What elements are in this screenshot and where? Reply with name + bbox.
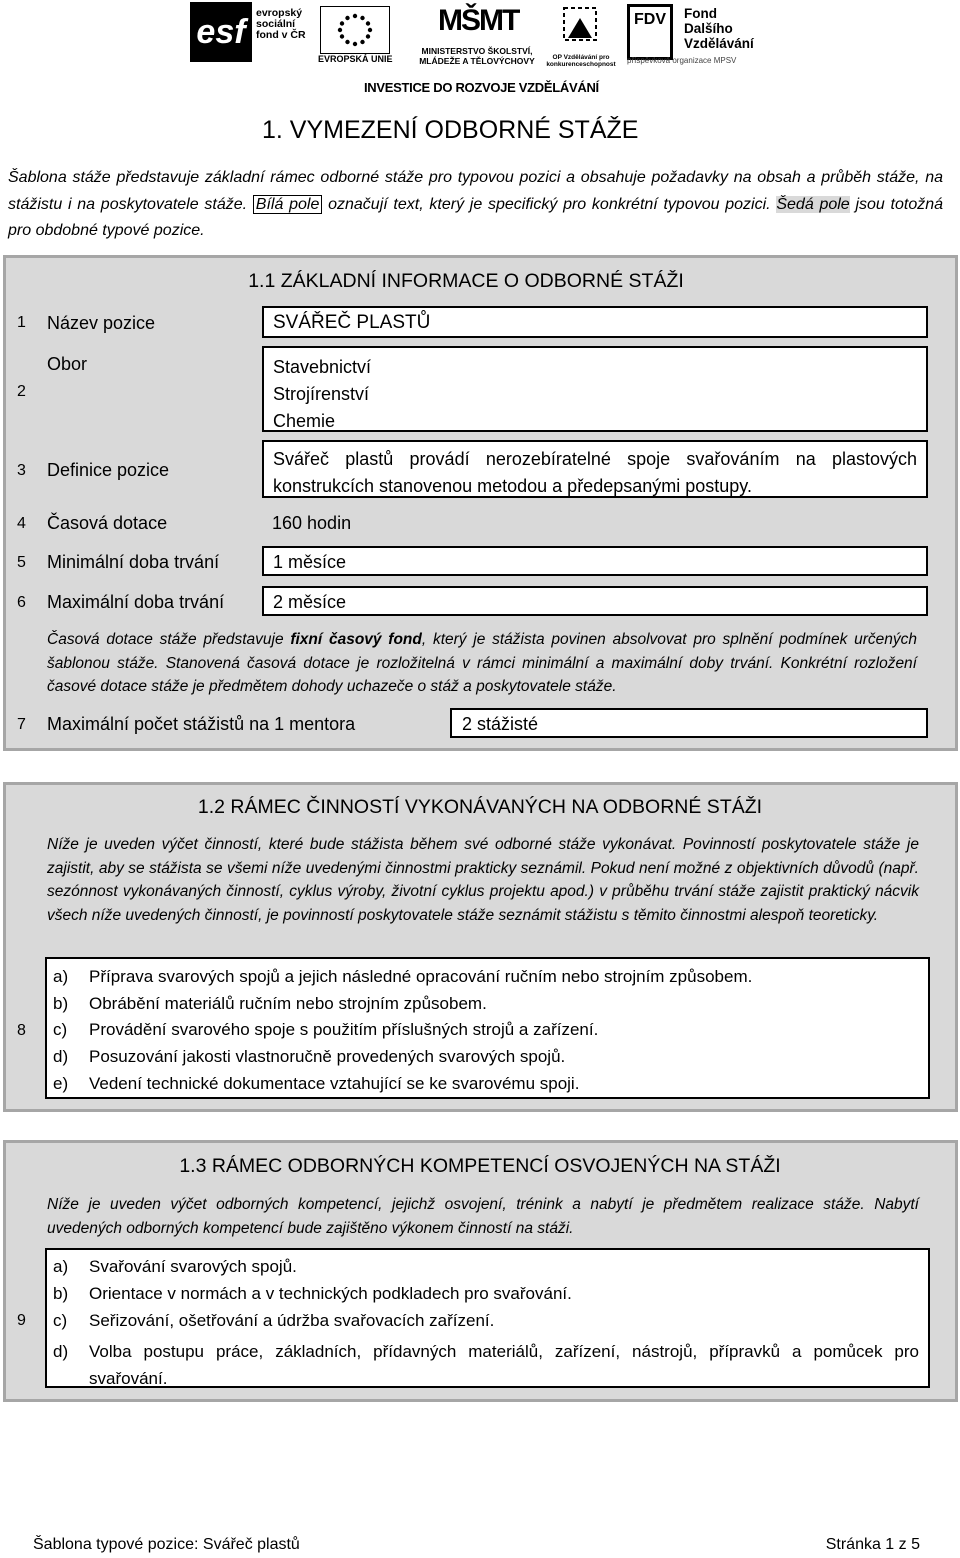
position-name-value: SVÁŘEČ PLASTŮ — [273, 312, 431, 333]
list-item: a) Svařování svarových spojů. — [53, 1257, 297, 1276]
msmt-logo-text: MINISTERSTVO ŠKOLSTVÍ, MLÁDEŽE A TĚLOVÝCHOVY — [419, 46, 535, 66]
op-vzdelavani-label: OP Vzdělávání pro konkurenceschopnost — [546, 54, 616, 68]
footer-template-name: Šablona typové pozice: Svářeč plastů — [33, 1536, 300, 1553]
list-item: d) Volba postupu práce, základních, přídavných materiálů, zařízení, nástrojů, přípravků a pomůcek pro svařování. — [53, 1342, 919, 1388]
list-item: a) Příprava svarových spojů a jejich následné opracování ručním nebo strojním způsobem. — [53, 967, 753, 986]
page-title: 1. VYMEZENÍ ODBORNÉ STÁŽE — [262, 116, 639, 144]
eu-label: EVROPSKÁ UNIE — [318, 54, 393, 64]
row-number: 1 — [17, 314, 26, 331]
fdv-logo: FDV — [627, 4, 673, 60]
label-field: Obor — [47, 354, 88, 374]
field-of-study-box[interactable] — [262, 346, 928, 432]
min-duration-value: 1 měsíce — [273, 552, 347, 572]
max-duration-field[interactable] — [262, 586, 928, 616]
label-definition: Definice pozice — [47, 460, 170, 480]
fdv-subtitle: příspěvková organizace MPSV — [627, 56, 737, 65]
msmt-logo: MŠMT — [438, 4, 519, 37]
definition-box[interactable] — [262, 440, 928, 498]
section-1-3-title: 1.3 RÁMEC ODBORNÝCH KOMPETENCÍ OSVOJENÝCH NA STÁŽI — [179, 1155, 781, 1177]
gray-field-sample: Šedá pole — [776, 195, 850, 213]
row-number: 7 — [17, 716, 26, 733]
min-duration-field[interactable] — [262, 546, 928, 576]
label-min-duration: Minimální doba trvání — [47, 552, 220, 572]
row-number: 9 — [17, 1312, 26, 1329]
list-item: b) Orientace v normách a v technických podkladech pro svařování. — [53, 1284, 572, 1303]
label-max-duration: Maximální doba trvání — [47, 592, 225, 612]
competences-intro: Níže je uveden výčet odborných kompetencí, jejichž osvojení, trénink a nabytí je předmětem realizace stáže. Nabytí uvedených odborných kompetencí bude zajištěno výkonem činností na stáži. — [47, 1196, 919, 1237]
row-number: 3 — [17, 462, 26, 479]
list-item: c) Provádění svarového spoje s použitím příslušných strojů a zařízení. — [53, 1020, 599, 1039]
activities-intro: Níže je uveden výčet činností, které bude stážista během své odborné stáže vykonávat. Povinností poskytovatele stáže je zajistit, aby se stážista se všemi níže uvedenými činnostmi prakticky seznámil. Pokud není možné z objektivních důvodů (např. sezónnost vykonávaných činností, cyklus výroby, životní cyklus projektu apod.) v průběhu trvání stáže zajistit praktický nácvik všech níže uvedených činností, je povinností poskytovatele stáže seznámit stážistu s těmito činnostmi alespoň teoreticky. — [47, 836, 919, 924]
row-number: 2 — [17, 383, 26, 400]
investice-tagline: INVESTICE DO ROZVOJE VZDĚLÁVÁNÍ — [364, 80, 599, 95]
logo-header — [190, 2, 770, 94]
section-1-1-title: 1.1 ZÁKLADNÍ INFORMACE O ODBORNÉ STÁŽI — [248, 270, 684, 292]
row-number: 5 — [17, 554, 26, 571]
eu-flag-icon — [320, 6, 390, 54]
activities-list[interactable] — [45, 957, 930, 1099]
max-interns-value: 2 stážisté — [462, 714, 539, 734]
list-item: d) Posuzování jakosti vlastnoručně provedených svarových spojů. — [53, 1047, 566, 1066]
section-1-2-title: 1.2 RÁMEC ČINNOSTÍ VYKONÁVANÝCH NA ODBORNÉ STÁŽI — [197, 796, 763, 818]
position-name-field[interactable] — [262, 306, 928, 338]
op-vzdelavani-logo-icon — [550, 4, 608, 54]
list-item: c) Seřizování, ošetřování a údržba svařovacích zařízení. — [53, 1311, 495, 1330]
max-interns-field[interactable] — [450, 708, 928, 738]
max-duration-value: 2 měsíce — [273, 592, 347, 612]
time-allocation-value: 160 hodin — [272, 513, 352, 533]
white-field-sample: Bílá pole — [253, 195, 323, 214]
time-allocation-note: Časová dotace stáže představuje fixní časový fond, který je stážista povinen absolvovat pro splnění podmínek určených šablonou stáže. Stanovená časová dotace je rozložitelná v rámci minimální a maximální doby trvání. Konkrétní rozložení časové dotace stáže je předmětem dohody uchazeče o stáž a poskytovatele stáže. — [47, 631, 917, 695]
label-position-name: Název pozice — [47, 313, 156, 333]
fdv-logo-text: Fond Dalšího Vzdělávání — [684, 6, 754, 51]
list-item: b) Obrábění materiálů ručním nebo strojním způsobem. — [53, 994, 487, 1013]
esf-logo: esf — [190, 2, 252, 62]
label-time-allocation: Časová dotace — [47, 513, 168, 533]
footer-page-number: Stránka 1 z 5 — [825, 1536, 920, 1553]
row-number: 6 — [17, 594, 26, 611]
label-max-interns: Maximální počet stážistů na 1 mentora — [47, 714, 356, 734]
field-list: Stavebnictví Strojírenství Chemie — [273, 357, 372, 431]
row-number: 4 — [17, 515, 26, 532]
definition-text: Svářeč plastů provádí nerozebíratelné spoje svařováním na plastových konstrukcích stanovenou metodou a předepsanými postupy. — [273, 449, 917, 496]
list-item: e) Vedení technické dokumentace vztahující se ke svarovému spoji. — [53, 1074, 580, 1093]
competences-list[interactable] — [45, 1248, 930, 1388]
esf-logo-text: evropský sociální fond v ČR — [256, 7, 306, 41]
row-number: 8 — [17, 1022, 26, 1039]
intro-paragraph: Šablona stáže představuje základní rámec odborné stáže pro typovou pozici a obsahuje požadavky na obsah a průběh stáže, na stážistu i na poskytovatele stáže. Bílá pole označují text, který je specifický pro konkrétní typovou pozici. Šedá pole jsou totožná pro obdobné typové pozice. — [8, 169, 944, 239]
